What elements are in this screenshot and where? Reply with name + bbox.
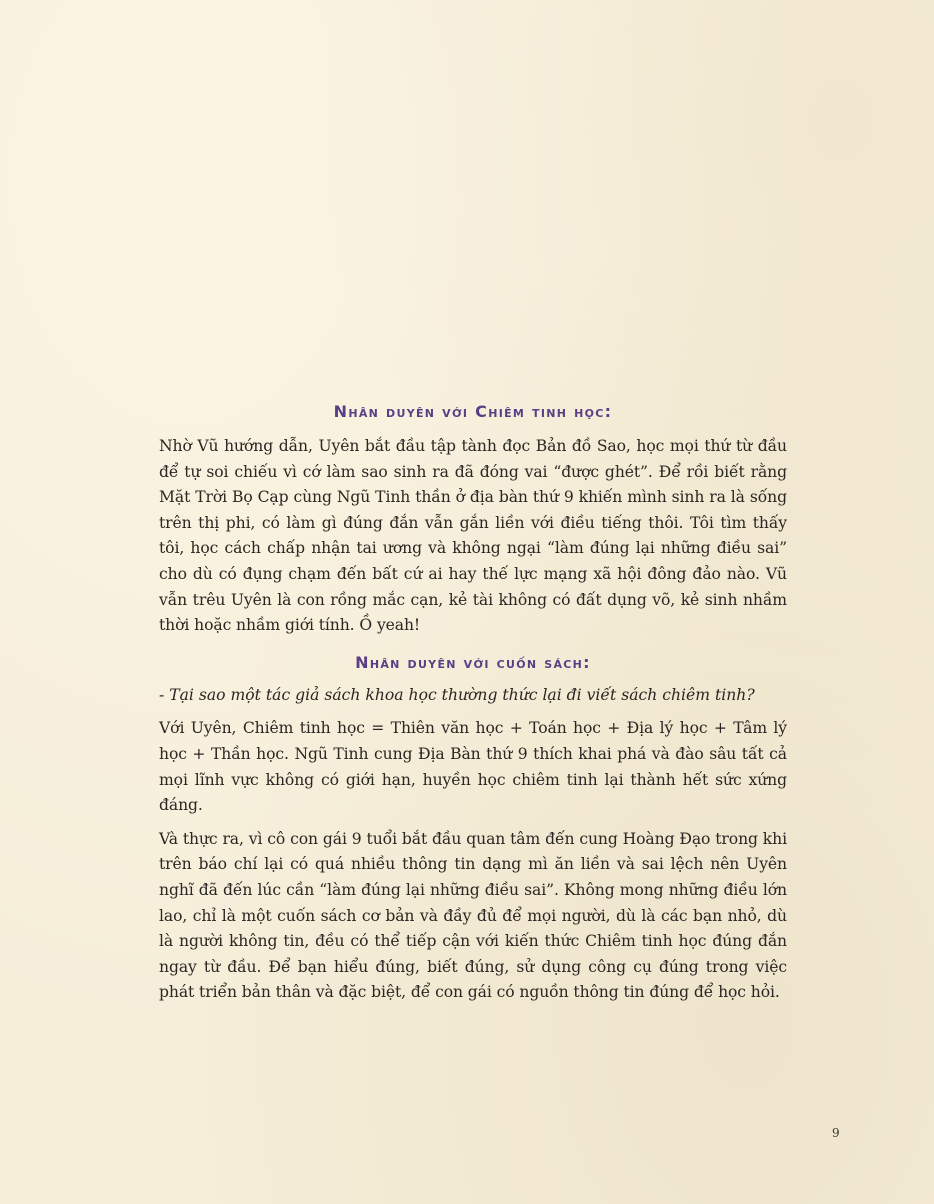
paragraph-book-2: Và thực ra, vì cô con gái 9 tuổi bắt đầu quan tâm đến cung Hoàng Đạo trong khi trên báo chí lại có quá nhiều thông tin dạng mì ăn liền và sai lệch nên Uyên nghĩ đã đến lúc cần “làm đúng lại những điều sai”. Không mong những điều lớn lao, chỉ là một cuốn sách cơ bản và đầy đủ để mọi người, dù là các bạn nhỏ, dù là người không tin, đều có thể tiếp cận với kiến thức Chiêm tinh học đúng đắn ngay từ đầu. Để bạn hiểu đúng, biết đúng, sử dụng công cụ đúng trong việc phát triển bản thân và đặc biệt, để con gái có nguồn thông tin đúng để học hỏi. bbox=[159, 829, 787, 1002]
section-heading-astrology: Nhân duyên với Chiêm tinh học: bbox=[333, 402, 613, 421]
page-content bbox=[159, 400, 787, 1014]
paragraph-astrology: Nhờ Vũ hướng dẫn, Uyên bắt đầu tập tành đọc Bản đồ Sao, học mọi thứ từ đầu để tự soi chiếu vì cớ làm sao sinh ra đã đóng vai “được ghét”. Để rồi biết rằng Mặt Trời Bọ Cạp cùng Ngũ Tinh thần ở địa bàn thứ 9 khiến mình sinh ra là sống trên thị phi, có làm gì đúng đắn vẫn gắn liền với điều tiếng thôi. Tôi tìm thấy tôi, học cách chấp nhận tai ương và không ngại “làm đúng lại những điều sai” cho dù có đụng chạm đến bất cứ ai hay thế lực mạng xã hội đông đảo nào. Vũ vẫn trêu Uyên là con rồng mắc cạn, kẻ tài không có đất dụng võ, kẻ sinh nhầm thời hoặc nhầm giới tính. Ồ yeah! bbox=[159, 437, 787, 635]
paragraph-book-1: Với Uyên, Chiêm tinh học = Thiên văn học + Toán học + Địa lý học + Tâm lý học + Thần học. Ngũ Tinh cung Địa Bàn thứ 9 thích khai phá và đào sâu tất cả mọi lĩnh vực không có giới hạn, huyền học chiêm tinh lại thành hết sức xứng đáng. bbox=[159, 719, 787, 815]
question-text: - Tại sao một tác giả sách khoa học thường thức lại đi viết sách chiêm tinh? bbox=[159, 685, 755, 704]
section-heading-book: Nhân duyên với cuốn sách: bbox=[355, 652, 591, 672]
page-number: 9 bbox=[832, 1126, 840, 1140]
